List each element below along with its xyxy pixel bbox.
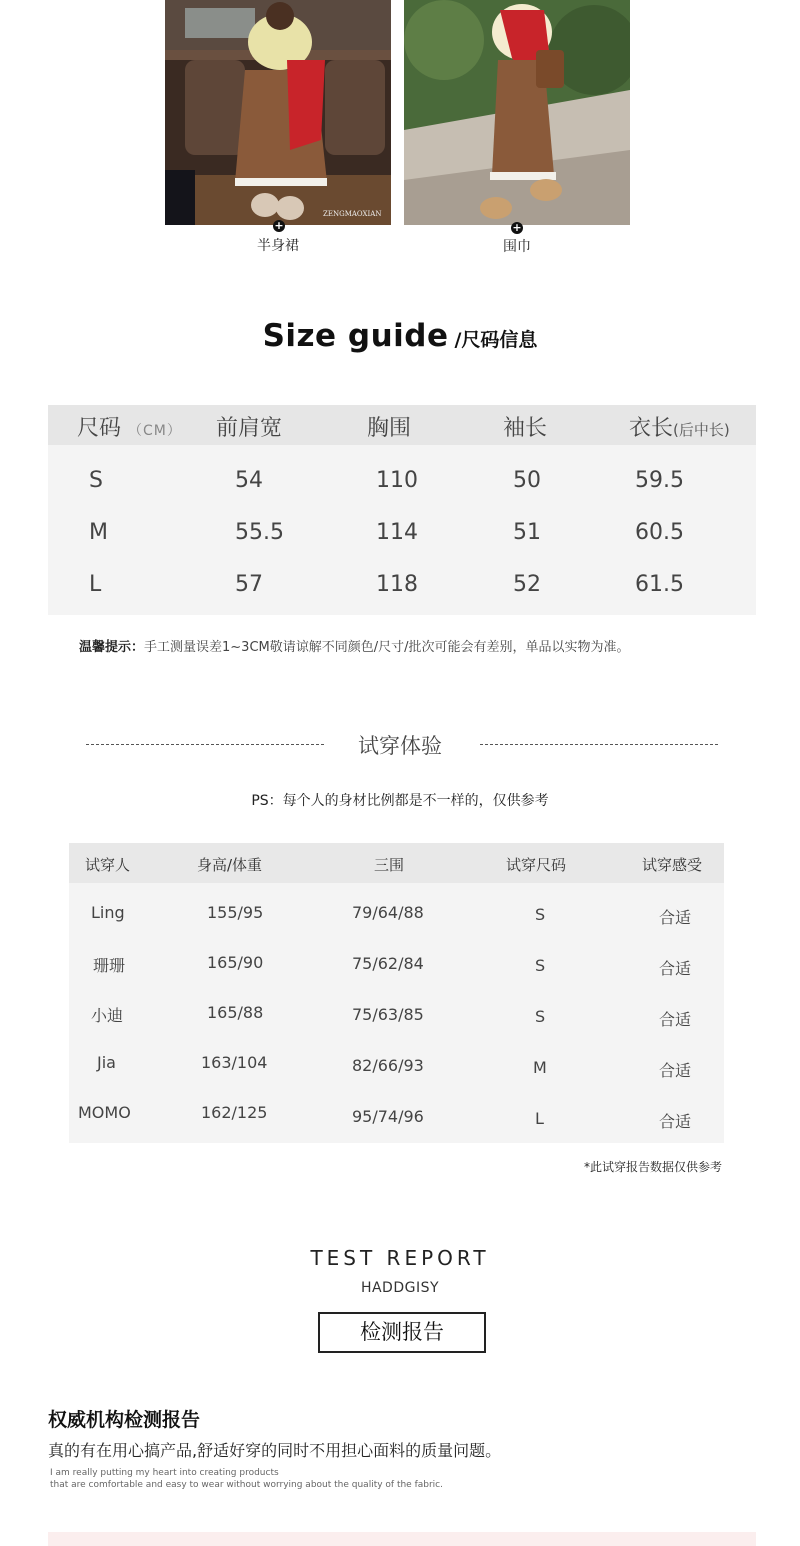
try-on-ps: PS：每个人的身材比例都是不一样的，仅供参考 bbox=[251, 793, 549, 809]
skirt-photo-image bbox=[165, 0, 391, 225]
size-guide-title bbox=[0, 318, 800, 354]
header-try-size: 试穿尺码 bbox=[506, 856, 567, 874]
header-size bbox=[77, 411, 182, 442]
try-cell-measurements: 75/62/84 bbox=[352, 954, 424, 973]
tip-label: 温馨提示： bbox=[79, 640, 145, 655]
try-cell-feeling: 合适 bbox=[659, 1061, 692, 1080]
size-cell-shoulder: 54 bbox=[235, 468, 263, 493]
try-cell-person: 小迪 bbox=[91, 1006, 124, 1025]
product-photo-skirt[interactable] bbox=[165, 0, 391, 225]
authority-english-line-2: that are comfortable and easy to wear without worrying about the quality of the fabric. bbox=[50, 1480, 443, 1490]
try-cell-height-weight: 165/88 bbox=[207, 1003, 264, 1022]
try-cell-size: S bbox=[535, 956, 546, 975]
test-report-button[interactable]: 检测报告 bbox=[318, 1312, 486, 1353]
tip-text: 手工测量误差1~3CM敬请谅解不同颜色/尺寸/批次可能会有差别，单品以实物为准。 bbox=[144, 640, 630, 655]
brand-name: HADDGISY bbox=[360, 1280, 440, 1296]
scarf-photo-image bbox=[404, 0, 630, 225]
product-caption-skirt: 半身裙 bbox=[257, 238, 299, 254]
authority-report-title: 权威机构检测报告 bbox=[48, 1409, 201, 1431]
size-cell-chest: 118 bbox=[376, 572, 418, 597]
size-cell-shoulder: 55.5 bbox=[235, 520, 284, 545]
size-cell-length: 61.5 bbox=[635, 572, 684, 597]
authority-report-description: 真的有在用心搞产品,舒适好穿的同时不用担心面料的质量问题。 bbox=[48, 1441, 502, 1460]
try-on-title: 试穿体验 bbox=[358, 734, 442, 758]
size-cell-sleeve: 52 bbox=[513, 572, 541, 597]
size-cell-length: 59.5 bbox=[635, 468, 684, 493]
try-cell-feeling: 合适 bbox=[659, 959, 692, 978]
header-person: 试穿人 bbox=[85, 856, 131, 874]
try-cell-height-weight: 155/95 bbox=[207, 903, 264, 922]
try-cell-size: M bbox=[533, 1058, 547, 1077]
try-cell-size: S bbox=[535, 1007, 546, 1026]
header-chest: 胸围 bbox=[367, 416, 412, 441]
divider-right bbox=[480, 744, 718, 745]
size-guide-title-cn: /尺码信息 bbox=[454, 329, 538, 351]
try-cell-height-weight: 163/104 bbox=[201, 1053, 268, 1072]
plus-icon[interactable]: + bbox=[274, 219, 284, 232]
size-guide-title-en: Size guide bbox=[262, 318, 449, 354]
size-table bbox=[48, 405, 756, 615]
header-measurements: 三围 bbox=[374, 856, 405, 874]
try-cell-person: MOMO bbox=[78, 1103, 131, 1122]
try-cell-feeling: 合适 bbox=[659, 908, 692, 927]
header-shoulder: 前肩宽 bbox=[216, 416, 283, 441]
try-cell-measurements: 95/74/96 bbox=[352, 1107, 424, 1126]
measurement-tip bbox=[79, 636, 630, 655]
product-photo-scarf[interactable] bbox=[404, 0, 630, 225]
try-on-table bbox=[69, 843, 724, 1143]
size-cell-chest: 114 bbox=[376, 520, 418, 545]
try-cell-measurements: 75/63/85 bbox=[352, 1005, 424, 1024]
try-cell-person: 珊珊 bbox=[93, 956, 126, 975]
header-feeling: 试穿感受 bbox=[642, 856, 703, 874]
size-cell-length: 60.5 bbox=[635, 520, 684, 545]
size-cell-shoulder: 57 bbox=[235, 572, 263, 597]
size-cell-sleeve: 51 bbox=[513, 520, 541, 545]
try-cell-measurements: 79/64/88 bbox=[352, 903, 424, 922]
try-cell-person: Jia bbox=[97, 1053, 116, 1072]
try-cell-size: S bbox=[535, 905, 546, 924]
try-cell-height-weight: 165/90 bbox=[207, 953, 264, 972]
size-cell-size: S bbox=[89, 468, 103, 493]
photo-watermark: ZENGMAOXIAN bbox=[323, 210, 382, 218]
authority-report-english bbox=[50, 1467, 443, 1491]
test-report-title: TEST REPORT bbox=[310, 1246, 490, 1270]
header-length-note: (后中长) bbox=[673, 421, 730, 439]
header-height-weight: 身高/体重 bbox=[197, 856, 263, 874]
header-length bbox=[629, 411, 730, 442]
header-length-label: 衣长 bbox=[629, 416, 674, 441]
header-size-label: 尺码 bbox=[77, 416, 122, 441]
plus-icon[interactable]: + bbox=[512, 221, 522, 234]
authority-english-line-1: I am really putting my heart into creating products bbox=[50, 1468, 279, 1478]
product-caption-scarf: 围巾 bbox=[503, 239, 531, 255]
try-cell-size: L bbox=[535, 1109, 544, 1128]
try-cell-measurements: 82/66/93 bbox=[352, 1056, 424, 1075]
try-cell-feeling: 合适 bbox=[659, 1010, 692, 1029]
try-on-note: *此试穿报告数据仅供参考 bbox=[583, 1160, 722, 1174]
size-cell-chest: 110 bbox=[376, 468, 418, 493]
try-cell-person: Ling bbox=[91, 903, 125, 922]
size-cell-size: M bbox=[89, 520, 108, 545]
try-cell-feeling: 合适 bbox=[659, 1112, 692, 1131]
try-cell-height-weight: 162/125 bbox=[201, 1103, 268, 1122]
report-image-top-edge bbox=[48, 1532, 756, 1546]
header-sleeve: 袖长 bbox=[503, 416, 548, 441]
size-cell-sleeve: 50 bbox=[513, 468, 541, 493]
header-size-unit: （CM） bbox=[128, 423, 182, 439]
size-cell-size: L bbox=[89, 572, 102, 597]
